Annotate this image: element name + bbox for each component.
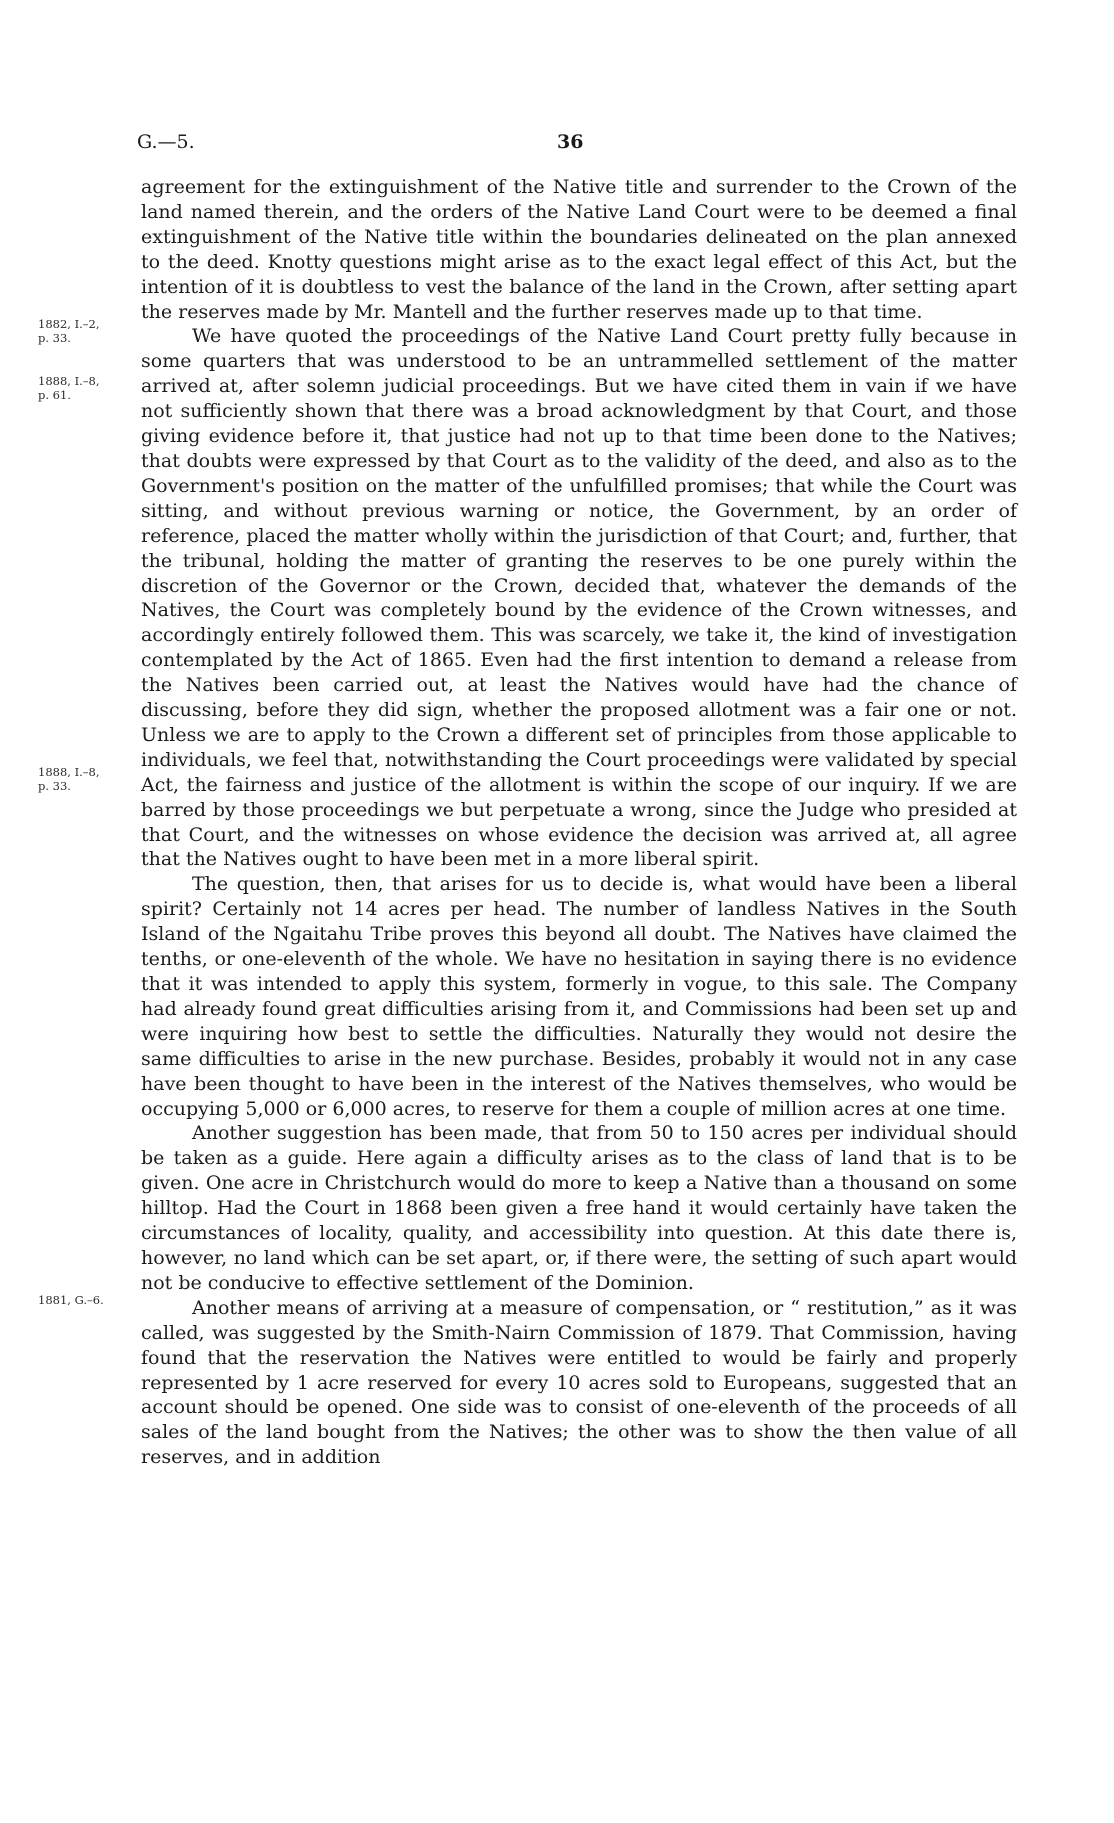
margin-note-line: 1882, I.–2, (38, 317, 100, 331)
margin-note-line: p. 61. (38, 388, 71, 402)
margin-note-line: 1881, G.–6. (38, 1293, 104, 1307)
margin-note-line: 1888, I.–8, (38, 374, 100, 388)
margin-note (38, 1293, 130, 1307)
margin-note-line: p. 33. (38, 779, 71, 793)
body-text (141, 175, 1017, 1470)
document-reference: G.—5. (137, 131, 195, 153)
page-header (137, 131, 1017, 161)
margin-note (38, 317, 130, 345)
page-number: 36 (557, 131, 584, 153)
paragraph: We have quoted the proceedings of the Native Land Court pretty fully because in some quarters that was understood to be an untrammelled settlement of the matter arrived at, after solemn judicial proceedings. But we have cited them in vain if we have not sufficiently shown that there was a broad acknowledgment by that Court, and those giving evidence before it, that justice had not up to that time been done to the Natives; that doubts were expressed by that Court as to the validity of the deed, and also as to the Government's position on the matter of the unfulfilled promises; that while the Court was sitting, and without previous warning or notice, the Government, by an order of reference, placed the matter wholly within the jurisdiction of that Court; and, further, that the tribunal, holding the matter of granting the reserves to be one purely within the discretion of the Governor or the Crown, decided that, whatever the demands of the Natives, the Court was completely bound by the evidence of the Crown witnesses, and accordingly entirely followed them. This was scarcely, we take it, the kind of investigation contemplated by the Act of 1865. Even had the first intention to demand a release from the Natives been carried out, at least the Natives would have had the chance of discussing, before they did sign, whether the proposed allotment was a fair one or not. Unless we are to apply to the Crown a different set of principles from those applicable to individuals, we feel that, notwithstanding the Court proceedings were validated by special Act, the fairness and justice of the allotment is within the scope of our inquiry. If we are barred by those proceedings we but perpetuate a wrong, since the Judge who presided at that Court, and the witnesses on whose evidence the decision was arrived at, all agree that the Natives ought to have been met in a more liberal spirit. (141, 325, 1017, 871)
paragraph: Another suggestion has been made, that from 50 to 150 acres per individual should be taken as a guide. Here again a difficulty arises as to the class of land that is to be given. One acre in Christchurch would do more to keep a Native than a thousand on some hilltop. Had the Court in 1868 been given a free hand it would certainly have taken the circumstances of locality, quality, and accessibility into question. At this date there is, however, no land which can be set apart, or, if there were, the setting of such apart would not be conducive to effective settlement of the Dominion. (141, 1122, 1017, 1294)
margin-note-line: 1888, I.–8, (38, 765, 100, 779)
margin-note (38, 374, 130, 402)
paragraph: agreement for the extinguishment of the Native title and surrender to the Crown of the land named therein, and the orders of the Native Land Court were to be deemed a final extinguishment of the Native title within the boundaries delineated on the plan annexed to the deed. Knotty questions might arise as to the exact legal effect of this Act, but the intention of it is doubtless to vest the balance of the land in the Crown, after setting apart the reserves made by Mr. Mantell and the further reserves made up to that time. (141, 176, 1017, 323)
paragraph: The question, then, that arises for us to decide is, what would have been a liberal spirit? Certainly not 14 acres per head. The number of landless Natives in the South Island of the Ngaitahu Tribe proves this beyond all doubt. The Natives have claimed the tenths, or one-eleventh of the whole. We have no hesitation in saying there is no evidence that it was intended to apply this system, formerly in vogue, to this sale. The Company had already found great difficulties arising from it, and Commissions had been set up and were inquiring how best to settle the difficulties. Naturally they would not desire the same difficulties to arise in the new purchase. Besides, probably it would not in any case have been thought to have been in the interest of the Natives themselves, who would be occupying 5,000 or 6,000 acres, to reserve for them a couple of million acres at one time. (141, 873, 1017, 1120)
paragraph: Another means of arriving at a measure of compensation, or “ restitution,” as it was called, was suggested by the Smith-Nairn Commission of 1879. That Commission, having found that the reservation the Natives were entitled to would be fairly and properly represented by 1 acre reserved for every 10 acres sold to Europeans, suggested that an account should be opened. One side was to consist of one-eleventh of the proceeds of all sales of the land bought from the Natives; the other was to show the then value of all reserves, and in addition (141, 1296, 1017, 1469)
margin-note (38, 765, 130, 793)
margin-note-line: p. 33. (38, 331, 71, 345)
